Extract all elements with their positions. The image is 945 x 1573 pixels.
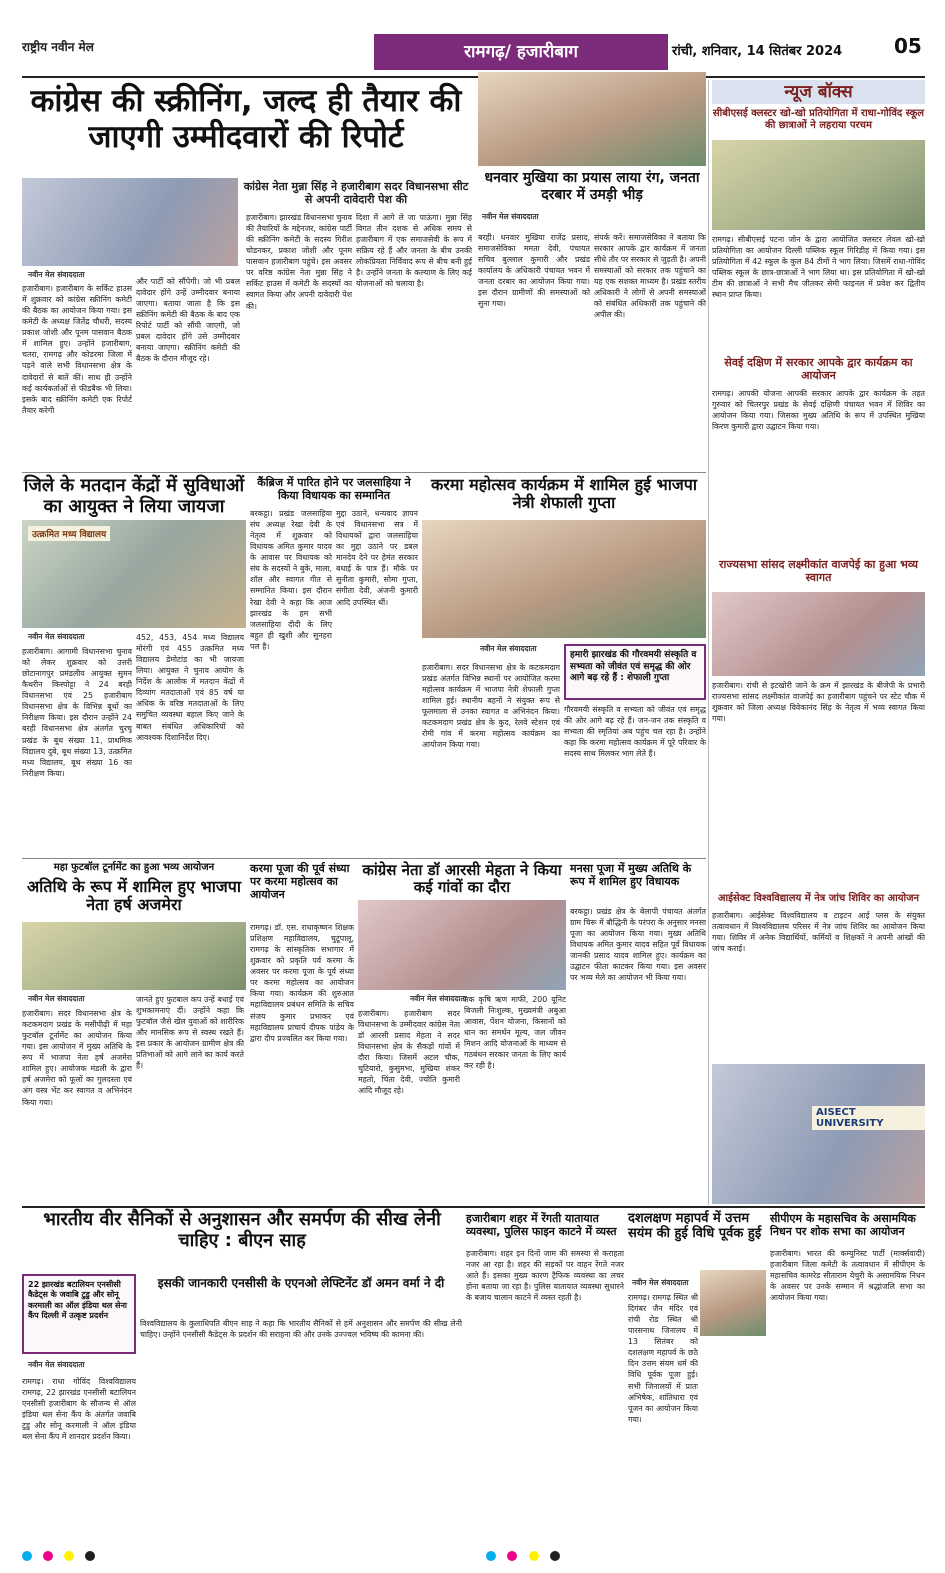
story1-col2: और पार्टी को सौंपेगी। जो भी प्रबल दावेदार होंगे उन्हें उम्मीदवार बनाया जाएगा। बताया जाता है कि इस स्क्रीनिंग कमेटी की बैठक के बाद एक रिपोर्ट पार्टी को सौंपी जाएगी, जो प्रबल दावेदार होंगे उसे उम्मीदवार बनाया जाएगा। स्क्रीनिंग कमेटी की बैठक के दौरान मौजूद रहे।	[136, 277, 240, 364]
story1-byline: नवीन मेल संवाददाता	[28, 270, 85, 279]
news-box-t2: रामगढ़। आपकी योजना आपकी सरकार आपके द्वार कार्यक्रम के तहत गुरुवार को चितरपुर प्रखंड के सेवई दक्षिणी पंचायत भवन में शिविर का आयोजन किया गया। जिसका मुख्य अतिथि के रूप में उपस्थित मुखिया किरण कुमारी द्वारा उद्घाटन किया गया।	[712, 389, 925, 432]
black-swatch	[85, 1551, 95, 1561]
story12-col1: रामगढ़। रामगढ़ स्थित श्री दिगंबर जैन मंदिर एवं रांची रोड स्थित श्री पारसनाथ जिनालय में 13 सितंबर को दशलक्षण महापर्व के छठे दिन उत्तम संयम धर्म की विधि पूर्वक पूजा हुई। सभी जिनालयों में प्रातः अभिषेक, शांतिधारा एवं पूजन का आयोजन किया गया।	[628, 1293, 698, 1424]
story8-col1: हजारीबाग। हजारीबाग सदर विधानसभा के उम्मीदवार कांग्रेस नेता डॉ आरसी प्रसाद मेहता ने सदर विधानसभा क्षेत्र के सैकड़ों गांवों में दौरा किया। जिसमें अटल चौक, चुटियारो, कुसुमभा, मुखिया शंकर महतो, चिंता देवी, ज्योति कुमारी आदि मौजूद रहे।	[358, 1009, 460, 1096]
news-box-h1: सीबीएसई क्लस्टर खो-खो प्रतियोगिता में राधा-गोविंद स्कूल की छात्राओं ने लहराया परचम	[712, 108, 925, 131]
story3-byline: नवीन मेल संवाददाता	[28, 632, 85, 641]
story1-subhead: कांग्रेस नेता मुन्ना सिंह ने हजारीबाग सदर विधानसभा सीट से अपनी दावेदारी पेश की	[243, 180, 469, 207]
story12-photo	[700, 1270, 766, 1336]
story6-headline2: अतिथि के रूप में शामिल हुए भाजपा नेता हर्ष अजमेरा	[26, 877, 242, 915]
yellow-swatch-2	[529, 1551, 539, 1561]
story10-quote: 22 झारखंड बटालियन एनसीसी कैडेट्स के जवाबि टुडु और सोनू करमाली का ऑल इंडिया थल सेना कैंप दिल्ली में उत्कृष्ट प्रदर्शन	[22, 1274, 136, 1354]
story1-col3: हजारीबाग। झारखंड विधानसभा चुनाव की तैयारियों के मद्देनजर, कांग्रेस पार्टी की स्क्रीनिंग कमेटी के सदस्य गिरीश चोडनकर, प्रकाश जोशी और पूनम पासवान हजारीबाग पहुंचे। इस अवसर पर वरिष्ठ कांग्रेस नेता मुन्ना सिंह ने सर्किट हाउस में कमेटी के सदस्यों का स्वागत किया और अपनी दावेदारी पेश की।	[246, 213, 352, 311]
story5-photo	[422, 520, 706, 638]
story8-byline: नवीन मेल संवाददाता	[410, 994, 467, 1003]
story5-col2: गौरवमयी संस्कृति व सभ्यता को जीवंत एवं समृद्ध की ओर आगे बढ़ रहे हैं। जन-जन तक संस्कृति व सभ्यता की स्मृतियां अब पहुंच चल रहा है। उन्होंने कहा कि करमा महोत्सव कार्यक्रम में पूरे परिवार के सदस्य साथ मिलकर भाग लेते हैं।	[564, 705, 706, 759]
news-box-t4: हजारीबाग। आईसेक्ट विश्वविद्यालय व टाइटन आई प्लस के संयुक्त तत्वावधान में विश्वविद्यालय परिसर में नेत्र जांच शिविर का आयोजन किया गया। शिविर में अनेक विद्यार्थियों, कर्मियों व शिक्षकों ने अपनी आंखों की जांच कराई।	[712, 911, 925, 954]
story8-photo	[358, 900, 566, 990]
rule-3	[22, 1206, 925, 1208]
story3-headline: जिले के मतदान केंद्रों में सुविधाओं का आयुक्त ने लिया जायजा	[23, 475, 245, 517]
black-swatch-2	[550, 1551, 560, 1561]
story9-headline: मनसा पूजा में मुख्य अतिथि के रूप में शामिल हुए विधायक	[570, 862, 692, 889]
story3-photo	[22, 520, 246, 628]
brand-name: राष्ट्रीय नवीन मेल	[22, 40, 94, 54]
story10-col1: रामगढ़। राधा गोविंद विश्वविद्यालय रामगढ़, 22 झारखंड एनसीसी बटालियन एनसीसी हजारीबाग के सौजन्य से ऑल इंडिया थल सेना कैंप के अंतर्गत जवाबि टुडु और सोनू करमाली ने ऑल इंडिया थल सेना कैंप में शानदार प्रदर्शन किया।	[22, 1377, 136, 1442]
story1-col1: हजारीबाग। हजारीबाग के सर्किट हाउस में शुक्रवार को कांग्रेस स्क्रीनिंग कमेटी की बैठक का आयोजन किया गया। इस कमेटी के अध्यक्ष जितेंद्र चौधरी, सदस्य प्रकाश जोशी और पूनम पासवान बैठक में शामिल हुए। उन्होंने हजारीबाग, चतरा, रामगढ़ और कोडरमा जिला में पड़ने वाले सभी विधानसभा क्षेत्र के दावेदारों से बातें कीं। साथ ही उन्होंने कई कार्यकर्ताओं से फीडबैक भी लिया। इसके बाद स्क्रीनिंग कमेटी एक रिपोर्ट तैयार करेगी	[22, 284, 132, 415]
magenta-swatch	[43, 1551, 53, 1561]
story8-headline: कांग्रेस नेता डॉ आरसी मेहता ने किया कई गांवों का दौरा	[362, 861, 562, 897]
story6-photo	[22, 922, 246, 990]
story1-photo	[22, 178, 238, 266]
news-box-h4: आईसेक्ट विश्वविद्यालय में नेत्र जांच शिविर का आयोजन	[717, 893, 920, 904]
issue-date: रांची, शनिवार, 14 सितंबर 2024	[672, 44, 843, 59]
masthead	[22, 30, 925, 76]
story6-col2: जानते हुए फुटबाल कप उन्हें बधाई एवं शुभकामनाएं दीं। उन्होंने कहा कि फुटबॉल जैसे खेल युवाओं को शारीरिक और मानसिक रूप से स्वस्थ रखते हैं। इस प्रकार के आयोजन ग्रामीण क्षेत्र की प्रतिभाओं को आगे लाने का कार्य करते हैं।	[136, 995, 244, 1071]
story2-byline: नवीन मेल संवाददाता	[482, 212, 539, 221]
story4-headline: कैंब्रिज में पारित होने पर जलसाहिया ने किया विधायक का सम्मानित	[257, 476, 411, 503]
story7-col1: रामगढ़। डॉ. एस. राधाकृष्णन शिक्षक प्रशिक्षण महाविद्यालय, चुटूपालू, रामगढ़ के सांस्कृतिक सभागार में शुक्रवार को प्रकृति पर्व करमा के अवसर पर करमा पूजा के पूर्व संध्या पर करमा महोत्सव का आयोजन किया गया। कार्यक्रम की शुरुआत महाविद्यालय प्रबंधन समिति के सचिव संजय कुमार प्रभाकर एवं महाविद्यालय प्राचार्य दीपक पांडेय के द्वारा दीप प्रज्वलित कर किया गया।	[250, 923, 354, 1043]
story7-headline: करमा पूजा की पूर्व संध्या पर करमा महोत्सव का आयोजन	[250, 862, 350, 902]
story8-col2: तक कृषि ऋण माफी, 200 यूनिट बिजली निःशुल्क, मुख्यमंत्री अबुआ आवास, पेंशन योजना, किसानों को धान का समर्थन मूल्य, जल जीवन मिशन आदि योजनाओं के माध्यम से गठबंधन सरकार जनता के लिए कार्य कर रही है।	[464, 995, 566, 1071]
news-box-photo2	[712, 592, 925, 676]
magenta-swatch-2	[507, 1551, 517, 1561]
news-box-t3: हजारीबाग। रांची से इटखोरी जाने के क्रम में झारखंड के बीजेपी के प्रभारी राज्यसभा सांसद लक्ष्मीकांत वाजपेई का हजारीबाग पहुंचने पर स्टेट चौक में शुक्रवार को जिला अध्यक्ष विवेकानंद सिंह के नेतृत्व में भव्य स्वागत किया गया।	[712, 681, 925, 724]
news-box-t1: रामगढ़। सीबीएसई पटना जोन के द्वारा आयोजित क्लस्टर लेवल खो-खो प्रतियोगिता का आयोजन दिल्ली पब्लिक स्कूल गिरिडीह में किया गया। इस प्रतियोगिता में 42 स्कूल के कुल 84 टीमों ने भाग लिया। जिसमें राधा-गोविंद पब्लिक स्कूल के छात्र-छात्राओं ने भाग लिया था। इस प्रतियोगिता में खो-खो टीम की छात्राओं ने सभी मैच जीतकर सेमी फाइनल में प्रवेश कर द्वितीय स्थान प्राप्त किया।	[712, 235, 925, 300]
story1-col4: दिशा में आगे ले जा पाऊंगा। मुन्ना सिंह विगत तीन दशक से अधिक समय से हजारीबाग में एक समाजसेवी के रूप में सक्रिय रहे हैं और जनता के बीच उनकी लोकप्रियता निर्विवाद रूप से बीच बनी हुई है। उन्होंने जनता के कल्याण के लिए कई योजनाओं को चलाया है।	[356, 213, 472, 289]
news-box-h3: राज्यसभा सांसद लक्ष्मीकांत वाजपेई का हुआ भव्य स्वागत	[719, 558, 918, 585]
yellow-swatch	[64, 1551, 74, 1561]
story11-headline: हजारीबाग शहर में रेंगती यातायात व्यवस्था, पुलिस फाइन काटने में व्यस्त	[466, 1212, 617, 1239]
rule-2	[22, 858, 706, 859]
story10-subhead: इसकी जानकारी एनसीसी के एएनओ लेफ्टिनेंट डॉ अमन वर्मा ने दी	[157, 1276, 445, 1290]
story11-col1: हजारीबाग। शहर इन दिनों जाम की समस्या से कराहता नजर आ रहा है। शहर की सड़कों पर वाहन रेंगते नजर आते हैं। इसका मुख्य कारण ट्रैफिक व्यवस्था का लचर होना बताया जा रहा है। पुलिस यातायात व्यवस्था सुधारने के बजाय चालान काटने में व्यस्त रहती है।	[466, 1249, 624, 1303]
page-number: 05	[894, 34, 922, 58]
story9-col1: बरकट्ठा। प्रखंड क्षेत्र के बेलापी पंचायत अंतर्गत ग्राम चिरू में बौद्धिनी के परंपरा के अनुसार मनसा पूजा का आयोजन किया गया। मुख्य अतिथि विधायक अमित कुमार यादव सहित पूर्व विधायक जानकी प्रसाद यादव शामिल हुए। कार्यक्रम का उद्घाटन फीता काटकर किया गया। इस अवसर पर भव्य मेले का आयोजन भी किया गया।	[570, 907, 706, 983]
story13-headline: सीपीएम के महासचिव के असामयिक निधन पर शोक सभा का आयोजन	[770, 1212, 916, 1239]
aisect-banner: AISECT UNIVERSITY	[812, 1106, 925, 1130]
story2-photo	[478, 72, 706, 166]
story13-col1: हजारीबाग। भारत की कम्युनिस्ट पार्टी (मार्क्सवादी) हजारीबाग जिला कमेटी के तत्वावधान में सीपीएम के महासचिव कामरेड सीताराम येचुरी के असामयिक निधन के अवसर पर उनके सम्मान में श्रद्धांजलि सभा का आयोजन किया गया।	[770, 1249, 925, 1303]
school-sign: उत्क्रमित मध्य विद्यालय	[28, 526, 110, 541]
story6-headline: महा फुटबॉल टूर्नामेंट का हुआ भव्य आयोजन	[53, 862, 215, 873]
story4-col2: मुद्दा उठाने, धन्यवाद ज्ञापन एवं विधानसभा सत्र में विधायकों द्वारा जलसाहिया का मुद्दा उठाने पर डबल मानदेय देने पर हेमंत सरकार बधाई के पात्र हैं। मौके पर सुनीता कुमारी, सोमा गुप्ता, संगीता देवी, अंजनी कुमारी आदि उपस्थित थीं।	[336, 509, 418, 607]
story2-col1: बरही। धनवार मुखिया राजेंद्र प्रसाद, समाजसेविका ममता देवी, पंचायत सचिव बुल्लाल कुमारी और प्रखंड कार्यालय के अधिकारी पंचायत भवन में जनता दरबार का आयोजन किया गया। इस दौरान ग्रामीणों की समस्याओं को सुना गया।	[478, 233, 590, 309]
cyan-swatch-2	[486, 1551, 496, 1561]
story2-col2: संपर्क करें। समाजसेविका ने बताया कि सरकार आपके द्वार कार्यक्रम में जनता सीधे तौर पर सरकार से जुड़ती है। अपनी समस्याओं को सरकार तक पहुंचाने का यह एक सशक्त माध्यम है। प्रखंड स्तरीय अधिकारी ने लोगों से अपनी समस्याओं को संबंधित अधिकारी तक पहुंचाने की अपील की।	[594, 233, 706, 320]
story4-col1: बरकट्ठा। प्रखंड जलसाहिया संघ अध्यक्ष रेखा देवी के नेतृत्व में शुक्रवार को विधायक अमित कुमार यादव के आवास पर विधायक को संघ के सदस्यों ने बुके, माला, शॉल और स्वागत गीत से सम्मानित किया। इस दौरान रेखा देवी ने कहा कि आज झारखंड के हम सभी जलसाहिया दीदी के लिए बहुत ही खुशी और सुनहरा पल है।	[250, 509, 332, 651]
story12-headline: दशलक्षण महापर्व में उत्तम सयंम की हुई विधि पूर्वक हुई	[628, 1211, 762, 1241]
news-box-photo1	[712, 140, 925, 230]
story3-col1: हजारीबाग। आगामी विधानसभा चुनाव को लेकर शुक्रवार को उत्तरी छोटानागपुर प्रमंडलीय आयुक्त सुमन कैथरीन किस्पोट्टा ने 24 बरही विधानसभा एवं 25 हजारीबाग विधानसभा क्षेत्र के विभिन्न बूथों का निरीक्षण किया। इस दौरान उन्होंने 24 बरही विधानसभा क्षेत्र अंतर्गत चुरचू प्रखंड के बूथ संख्या 11, प्राथमिक विद्यालय दुबे, बूथ संख्या 13, उत्क्रमित मध्य विद्यालय, बूथ संख्या 16 का निरीक्षण किया।	[22, 647, 132, 778]
story10-headline: भारतीय वीर सैनिकों से अनुशासन और समर्पण की सीख लेनी चाहिए : बीएन साह	[43, 1209, 441, 1251]
story5-byline: नवीन मेल संवाददाता	[480, 644, 537, 653]
story10-byline: नवीन मेल संवाददाता	[28, 1360, 85, 1369]
rule-1	[22, 472, 706, 473]
story5-headline: करमा महोत्सव कार्यक्रम में शामिल हुई भाजपा नेत्री शेफाली गुप्ता	[430, 475, 698, 513]
masthead-rule	[22, 76, 925, 78]
news-box-title: न्यूज बॉक्स	[712, 80, 925, 104]
story10-col2: विश्वविद्यालय के कुलाधिपति बीएन साह ने कहा कि भारतीय सैनिकों से हमें अनुशासन और समर्पण की सीख लेनी चाहिए। उन्होंने एनसीसी कैडेट्स के प्रदर्शन की सराहना की और उनके उज्ज्वल भविष्य की कामना की।	[140, 1319, 462, 1340]
print-color-bar	[22, 1546, 925, 1560]
news-box-divider	[708, 80, 709, 1205]
story1-headline: कांग्रेस की स्क्रीनिंग, जल्द ही तैयार की जाएगी उम्मीदवारों की रिपोर्ट	[30, 83, 462, 155]
story6-col1: हजारीबाग। सदर विधानसभा क्षेत्र के कटकमदाग प्रखंड के मसीपीढ़ी में महा फुटबॉल टूर्नामेंट का आयोजन किया गया। इस आयोजन में मुख्य अतिथि के रूप में भाजपा नेता हर्ष अजमेरा शामिल हुए। आयोजक मंडली के द्वारा हर्ष अजमेरा को फूलों का गुलदस्ता एवं अंग वस्त्र भेंट कर स्वागत व अभिनंदन किया गया।	[22, 1009, 132, 1107]
story12-byline: नवीन मेल संवाददाता	[632, 1278, 689, 1287]
section-tab: रामगढ़/ हजारीबाग	[374, 34, 668, 70]
cyan-swatch	[22, 1551, 32, 1561]
story5-col1: हजारीबाग। सदर विधानसभा क्षेत्र के कटकमदाग प्रखंड अंतर्गत विभिन्न स्थानों पर आयोजित करमा महोत्सव कार्यक्रम में भाजपा नेत्री शेफाली गुप्ता शामिल हुई। स्थानीय बहनों ने संयुक्त रूप से फूलमाला से उनका स्वागत व अभिनंदन किया। कटकमदाग प्रखंड क्षेत्र के कुद, रेलवे स्टेशन एवं रोमी गांव में करमा महोत्सव कार्यक्रम का आयोजन किया गया।	[422, 663, 560, 750]
story3-col2: 452, 453, 454 मध्य विद्यालय मोरंगी एवं 455 उत्क्रमित मध्य विद्यालय डेमोटांड का भी जायजा लिया। आयुक्त ने चुनाव आयोग के निर्देश के आलोक में मतदान केंद्रों में दिव्यांग मतदाताओं एवं 85 वर्ष या अधिक के वरिष्ठ मतदाताओं के लिए समुचित व्यवस्था बहाल किए जाने के बाबत संबंधित अधिकारियों को आवश्यक दिशानिर्देश दिए।	[136, 633, 244, 742]
story2-headline: धनवार मुखिया का प्रयास लाया रंग, जनता दरबार में उमड़ी भीड़	[484, 170, 700, 203]
story5-quote: हमारी झारखंड की गौरवमयी संस्कृति व सभ्यता को जीवंत एवं समृद्ध की ओर आगे बढ़ रहे हैं : शेफाली गुप्ता	[564, 644, 706, 700]
news-box-photo3	[712, 1064, 925, 1204]
story6-byline: नवीन मेल संवाददाता	[28, 994, 85, 1003]
news-box-h2: सेवई दक्षिण में सरकार आपके द्वार कार्यक्रम का आयोजन	[724, 356, 913, 383]
